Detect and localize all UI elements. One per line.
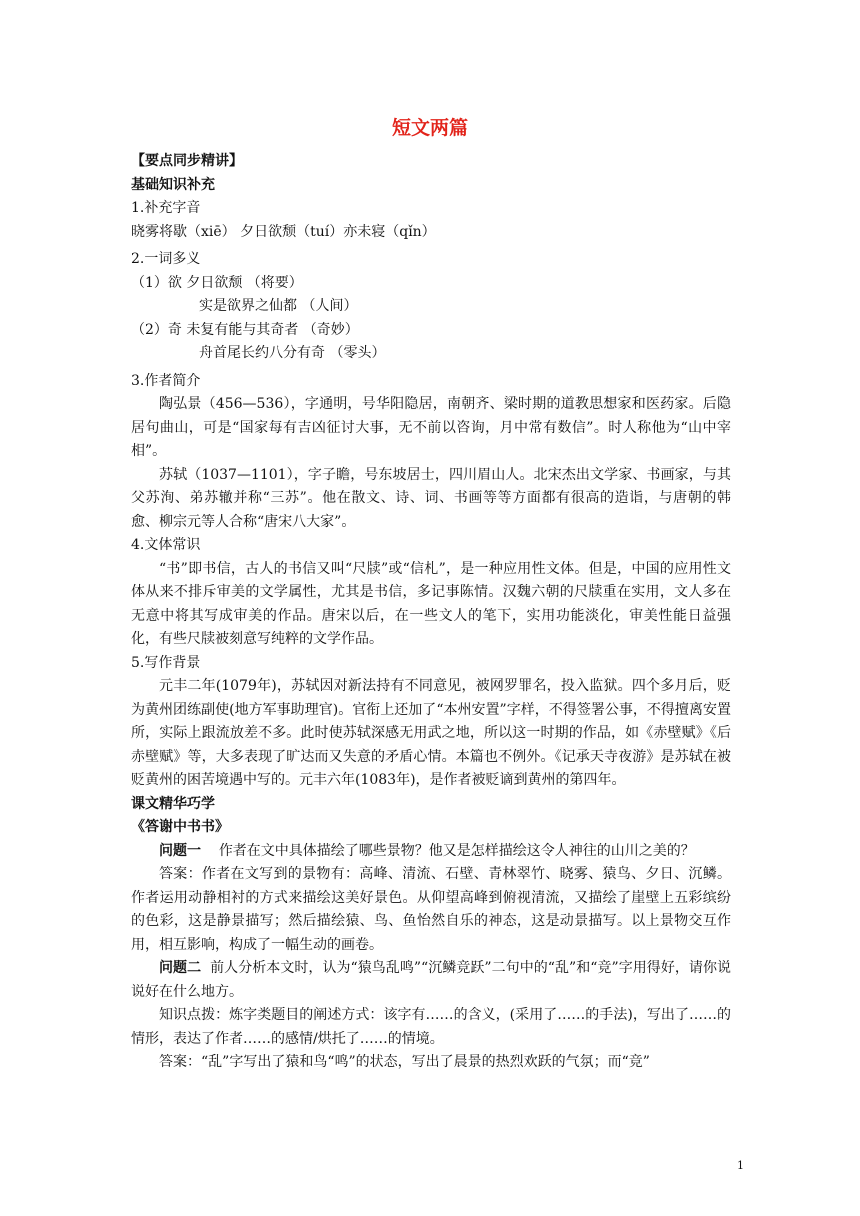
question — [131, 957, 731, 1004]
paragraph: 元丰二年(1079年)，苏轼因对新法持有不同意见，被网罗罪名，投入监狱。四个多月后，贬为黄州团练副使(地方军事助理官)。官衔上还加了“本州安置”字样，不得签署公事，不得擅离安置所，实际上跟流放差不多。此时使苏轼深感无用武之地，所以这一时期的作品，如《赤壁赋》《后赤壁赋》等，大多表现了旷达而又失意的矛盾心情。本篇也不例外。《记承天寺夜游》是苏轼在被贬黄州的困苦境遇中写的。元丰六年(1083年)，是作者被贬谪到黄州的第四年。 — [131, 678, 731, 788]
answer: 答案：作者在文写到的景物有：高峰、清流、石壁、青林翠竹、晓雾、猿鸟、夕日、沉鳞。作者运用动静相衬的方式来描绘这美好景色。从仰望高峰到俯视清流，又描绘了崖壁上五彩缤纷的色彩，这是静景描写；然后描绘猿、鸟、鱼怡然自乐的神态，这是动景描写。以上景物交互作用，相互影响，构成了一幅生动的画卷。 — [131, 866, 731, 953]
question-text: 作者在文中具体描绘了哪些景物？他又是怎样描绘这令人神往的山川之美的？ — [218, 842, 695, 859]
section-heading: 基础知识补充 — [131, 176, 215, 193]
text-line: 舟首尾长约八分有奇 （零头） — [199, 345, 386, 361]
text-line: （1）欲 夕日欲颓 （将要） — [131, 274, 303, 291]
question-label: 问题二 — [159, 960, 202, 976]
section-heading: 【要点同步精讲】 — [131, 153, 243, 169]
subheading: 5.写作背景 — [131, 654, 201, 671]
paragraph: 苏轼（1037—1101），字子瞻，号东坡居士，四川眉山人。北宋杰出文学家、书画家，与其父苏洵、弟苏辙并称“三苏”。他在散文、诗、词、书画等等方面都有很高的造诣，与唐朝的韩愈、柳宗元等人合称“唐宋八大家”。 — [131, 466, 731, 530]
page-number: 1 — [737, 1159, 744, 1172]
paragraph: 陶弘景（456—536），字通明，号华阳隐居，南朝齐、梁时期的道教思想家和医药家。后隐居句曲山，可是“国家每有吉凶征讨大事，无不前以咨询，月中常有数信”。时人称他为“山中宰相”。 — [131, 396, 731, 459]
answer: 答案：“乱”字写出了猿和鸟“鸣”的状态，写出了晨景的热烈欢跃的气氛；而“竞” — [159, 1054, 650, 1070]
section-heading: 《答谢中书书》 — [131, 819, 229, 835]
text-line: （2）奇 未复有能与其奇者 （奇妙） — [131, 321, 359, 338]
text-line: 实是欲界之仙都 （人间） — [199, 298, 358, 314]
subheading: 1.补充字音 — [131, 200, 201, 216]
tip: 知识点拨：炼字类题目的阐述方式：该字有……的含义，(采用了……的手法)，写出了……的情形，表达了作者……的感情/烘托了……的情境。 — [131, 1007, 731, 1047]
question-label: 问题一 — [159, 842, 201, 859]
subheading: 3.作者简介 — [131, 372, 201, 389]
question-text: 前人分析本文时，认为“猿鸟乱鸣”“沉鳞竞跃”二句中的“乱”和“竞”字用得好，请你说说好在什么地方。 — [131, 960, 731, 1000]
section-heading: 课文精华巧学 — [131, 795, 215, 812]
paragraph: “书”即书信，古人的书信又叫“尺牍”或“信札”，是一种应用性文体。但是，中国的应用性文体从来不排斥审美的文学属性，尤其是书信，多记事陈情。汉魏六朝的尺牍重在实用，文人多在无意中将其写成审美的作品。唐宋以后，在一些文人的笔下，实用功能淡化，审美性能日益强化，有些尺牍被刻意写纯粹的文学作品。 — [131, 560, 731, 647]
text-line: 晓雾将歇（xiē） 夕日欲颓（tuí）亦未寝（qǐn） — [131, 223, 436, 240]
subheading: 2.一词多义 — [131, 251, 201, 267]
document-title: 短文两篇 — [391, 117, 468, 139]
document-body — [131, 150, 731, 1075]
question — [131, 840, 731, 864]
subheading: 4.文体常识 — [131, 537, 201, 553]
